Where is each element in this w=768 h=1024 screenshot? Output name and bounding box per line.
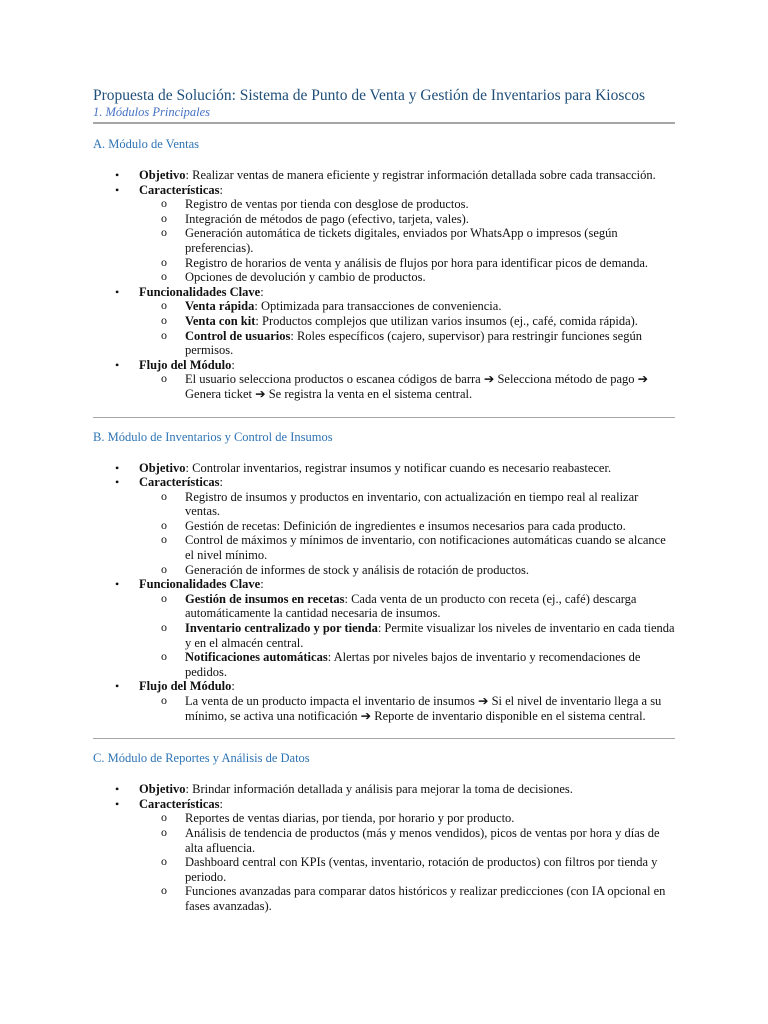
sub-bullet-icon: o [161, 312, 167, 327]
item-text: : Productos complejos que utilizan varios insumos (ej., café, comida rápida). [255, 313, 638, 328]
list-item [93, 183, 675, 198]
list-item [93, 826, 675, 855]
section-divider [93, 738, 675, 739]
feature-label: Gestión de insumos en recetas [185, 591, 345, 606]
list-item [93, 475, 675, 490]
bullet-icon: • [115, 577, 120, 592]
list-item [93, 256, 675, 271]
objetivo-label: Objetivo [139, 168, 186, 182]
bullet-icon: • [115, 168, 120, 182]
list-item [93, 679, 675, 694]
list-item [93, 650, 675, 679]
sub-bullet-icon: o [161, 371, 167, 386]
section-divider [93, 417, 675, 418]
list-item [93, 884, 675, 913]
list-item [93, 461, 675, 476]
item-text: Análisis de tendencia de productos (más y menos vendidos), picos de ventas por hora y días de alta afluencia. [185, 825, 660, 855]
item-text: Funciones avanzadas para comparar datos históricos y realizar predicciones (con IA opcional en fases avanzadas). [185, 884, 666, 913]
caracteristicas-label: Características [139, 796, 220, 811]
item-text: Registro de horarios de venta y análisis de flujos por hora para identificar picos de demanda. [185, 255, 649, 270]
sub-bullet-icon: o [161, 254, 167, 269]
item-text: : Cada venta de un producto con receta (ej., café) descarga automáticamente la cantidad necesaria de insumos. [185, 591, 637, 621]
sub-bullet-icon: o [161, 488, 167, 503]
label-colon: : [260, 284, 264, 299]
sub-bullet-icon: o [161, 532, 167, 547]
list-item [93, 577, 675, 592]
sub-bullet-icon: o [161, 327, 167, 342]
list-item [93, 314, 675, 329]
list-item [93, 168, 675, 183]
list-item [93, 782, 675, 797]
bullet-icon: • [115, 284, 120, 299]
objetivo-text: : Realizar ventas de manera eficiente y registrar información detallada sobre cada transacción. [185, 168, 656, 182]
sub-bullet-icon: o [161, 620, 167, 635]
sub-bullet-icon: o [161, 210, 167, 225]
sub-bullet-icon: o [161, 298, 167, 313]
item-text: Opciones de devolución y cambio de productos. [185, 270, 426, 285]
list-item [93, 372, 675, 401]
list-item [93, 299, 675, 314]
label-colon: : [219, 182, 224, 197]
title-divider [93, 122, 675, 124]
bullet-icon: • [115, 796, 120, 811]
item-text: : Permite visualizar los niveles de inventario en cada tienda y en el almacén central. [185, 621, 675, 650]
label-colon: : [219, 475, 224, 490]
item-text: Gestión de recetas: Definición de ingredientes e insumos necesarios para cada producto. [185, 518, 626, 533]
section-a-list [93, 168, 675, 402]
bullet-icon: • [115, 679, 120, 694]
sub-bullet-icon: o [161, 590, 167, 605]
bullet-icon: • [115, 782, 120, 797]
sub-bullet-icon: o [161, 810, 167, 825]
flujo-label: Flujo del Módulo [139, 357, 232, 372]
caracteristicas-label: Características [139, 182, 220, 197]
section-b-heading: B. Módulo de Inventarios y Control de Insumos [93, 429, 333, 444]
item-text: Generación de informes de stock y análisis de rotación de productos. [185, 562, 529, 577]
item-text: Generación automática de tickets digitales, enviados por WhatsApp o impresos (según preferencias). [185, 226, 618, 255]
item-text: La venta de un producto impacta el inventario de insumos ➔ Si el nivel de inventario llega a su mínimo, se activa una notificación ➔ Reporte de inventario disponible en el sistema central. [185, 694, 662, 723]
item-text: El usuario selecciona productos o escanea códigos de barra ➔ Selecciona método de pago ➔ Genera ticket ➔ Se registra la venta en el sistema central. [185, 372, 649, 401]
feature-label: Inventario centralizado y por tienda [185, 621, 378, 636]
item-text: : Roles específicos (cajero, supervisor) para restringir funciones según permisos. [185, 328, 642, 358]
objetivo-label: Objetivo [139, 460, 186, 475]
caracteristicas-label: Características [139, 475, 220, 490]
sub-bullet-icon: o [161, 854, 167, 869]
list-item [93, 519, 675, 534]
sub-bullet-icon: o [161, 196, 167, 211]
item-text: Integración de métodos de pago (efectivo, tarjeta, vales). [185, 211, 469, 226]
item-text: Dashboard central con KPIs (ventas, inventario, rotación de productos) con filtros por tienda y periodo. [185, 855, 658, 884]
item-text: : Alertas por niveles bajos de inventario y recomendaciones de pedidos. [185, 650, 641, 679]
list-item [93, 811, 675, 826]
section-a-heading: A. Módulo de Ventas [93, 137, 200, 151]
bullet-icon: • [115, 182, 120, 197]
sub-bullet-icon: o [161, 225, 167, 240]
feature-label: Notificaciones automáticas [185, 650, 328, 665]
list-item [93, 533, 675, 562]
item-text: Reportes de ventas diarias, por tienda, por horario y por producto. [185, 811, 515, 826]
list-item [93, 358, 675, 373]
list-item [93, 694, 675, 723]
sub-bullet-icon: o [161, 517, 167, 532]
sub-bullet-icon: o [161, 269, 167, 284]
list-item [93, 329, 675, 358]
list-item [93, 563, 675, 578]
funcionalidades-label: Funcionalidades Clave [139, 284, 261, 299]
bullet-icon: • [115, 460, 120, 475]
list-item [93, 212, 675, 227]
list-item [93, 226, 675, 255]
objetivo-text: : Brindar información detallada y análisis para mejorar la toma de decisiones. [185, 782, 573, 797]
list-item [93, 270, 675, 285]
document-content [93, 86, 675, 914]
item-text: Registro de insumos y productos en inventario, con actualización en tiempo real al realizar ventas. [185, 489, 639, 519]
label-colon: : [231, 679, 235, 694]
section-c-list [93, 782, 675, 913]
list-item [93, 855, 675, 884]
list-item [93, 490, 675, 519]
label-colon: : [231, 357, 235, 372]
item-text: Control de máximos y mínimos de inventario, con notificaciones automáticas cuando se alcance el nivel mínimo. [185, 533, 666, 563]
sub-bullet-icon: o [161, 824, 167, 839]
list-item [93, 285, 675, 300]
objetivo-label: Objetivo [139, 782, 186, 797]
label-colon: : [260, 577, 264, 592]
document-title: Propuesta de Solución: Sistema de Punto de Venta y Gestión de Inventarios para Kioscos [93, 87, 646, 104]
feature-label: Venta con kit [185, 313, 256, 328]
section-b-list [93, 461, 675, 724]
sub-bullet-icon: o [161, 561, 167, 576]
feature-label: Venta rápida [185, 299, 255, 314]
section-c-heading: C. Módulo de Reportes y Análisis de Datos [93, 751, 310, 766]
sub-bullet-icon: o [161, 883, 167, 898]
document-subtitle: 1. Módulos Principales [93, 105, 211, 119]
label-colon: : [219, 796, 224, 811]
feature-label: Control de usuarios [185, 328, 291, 343]
objetivo-text: : Controlar inventarios, registrar insumos y notificar cuando es necesario reabastecer. [185, 460, 612, 475]
item-text: Registro de ventas por tienda con desglose de productos. [185, 197, 469, 212]
list-item [93, 197, 675, 212]
list-item [93, 592, 675, 621]
bullet-icon: • [115, 475, 120, 490]
sub-bullet-icon: o [161, 649, 167, 664]
flujo-label: Flujo del Módulo [139, 679, 232, 694]
item-text: : Optimizada para transacciones de conveniencia. [254, 299, 502, 314]
list-item [93, 621, 675, 650]
funcionalidades-label: Funcionalidades Clave [139, 577, 261, 592]
list-item [93, 797, 675, 812]
bullet-icon: • [115, 357, 120, 372]
sub-bullet-icon: o [161, 693, 167, 707]
